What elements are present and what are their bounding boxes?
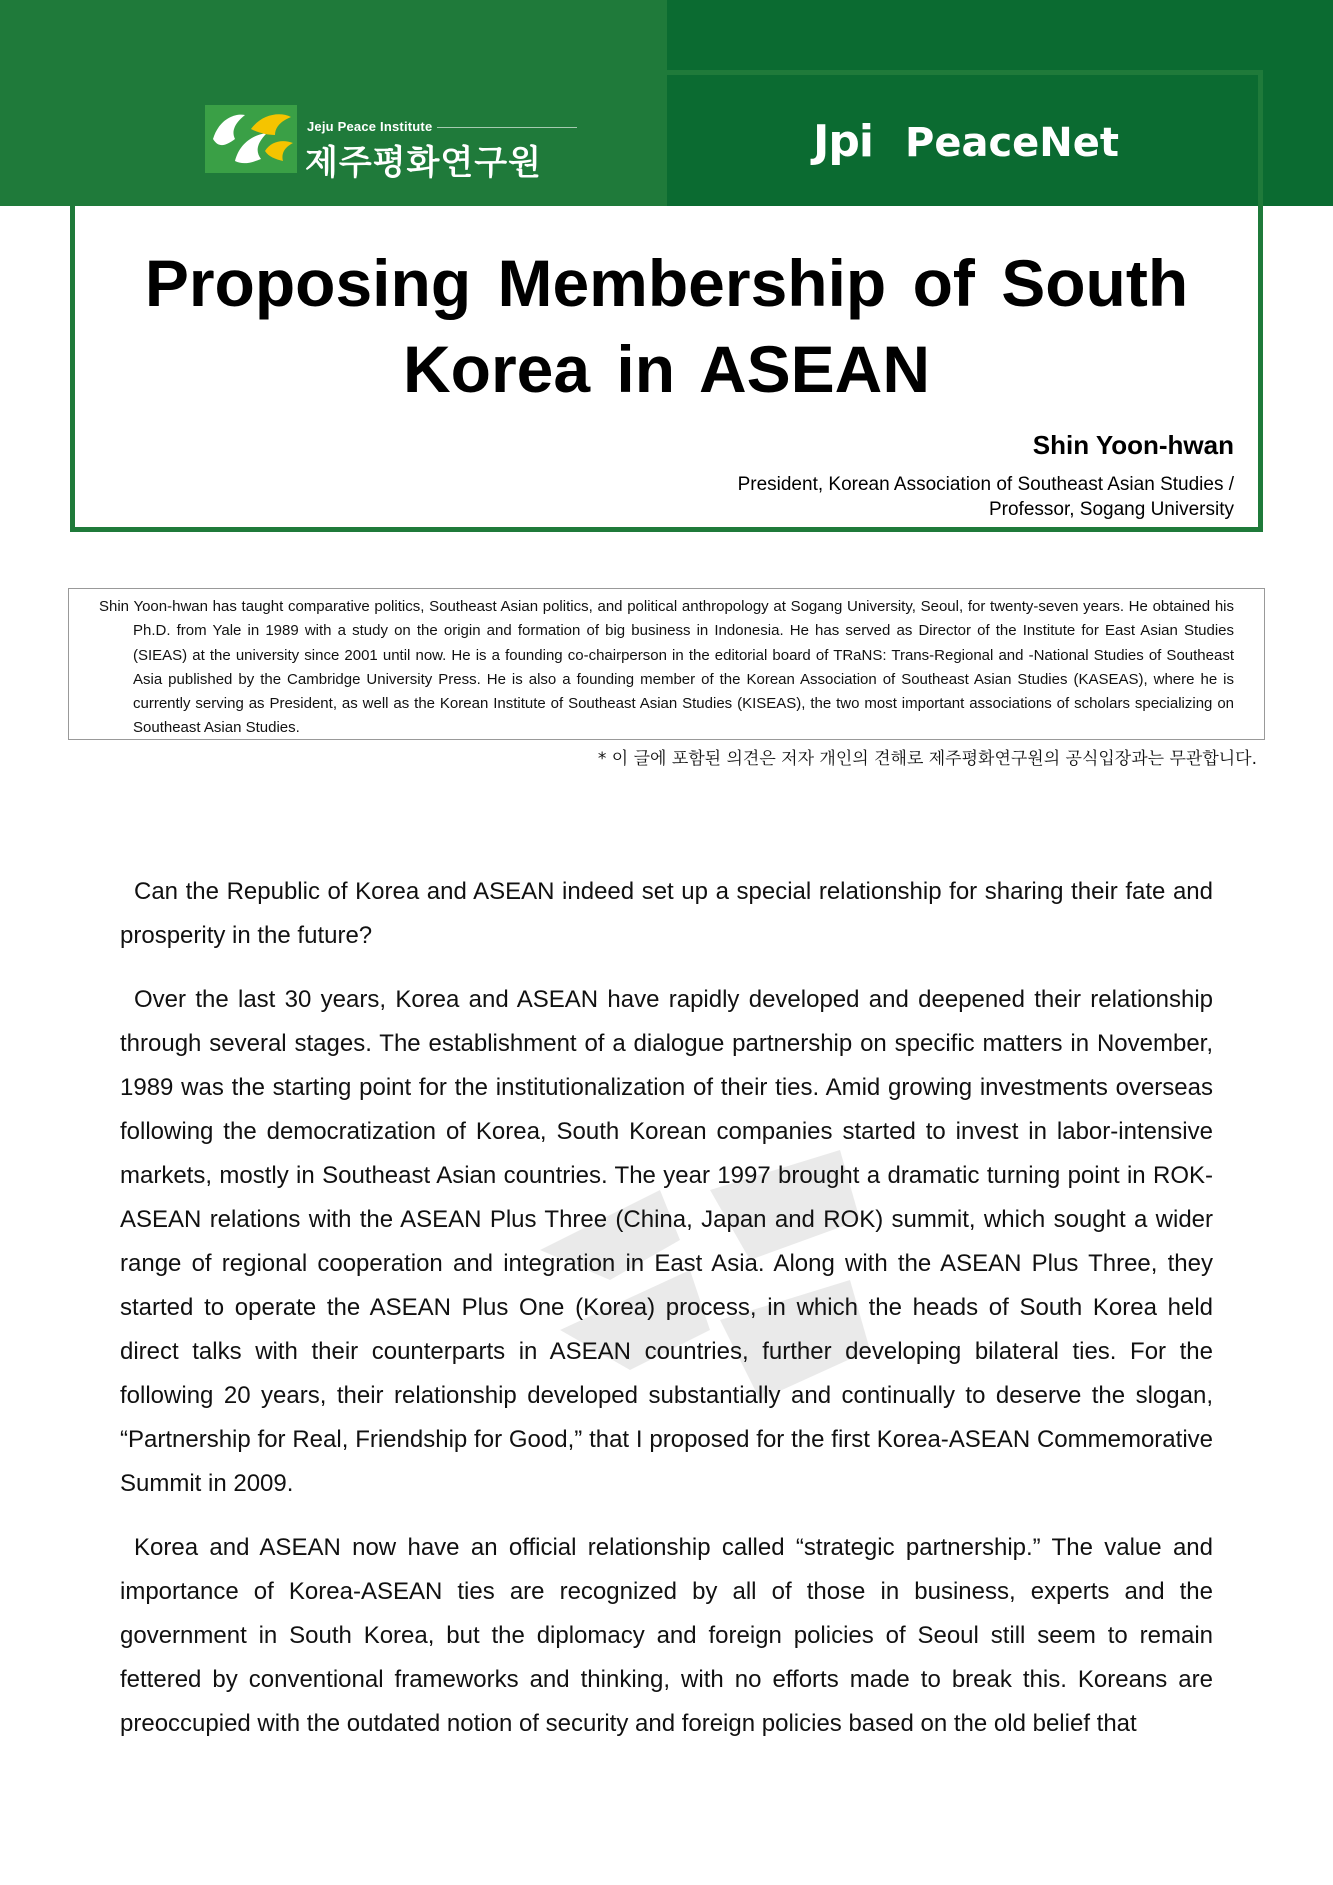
article-body — [120, 870, 1213, 1766]
institute-english-name: Jeju Peace Institute — [307, 119, 433, 134]
peacenet-wordmark: PeaceNet — [905, 120, 1120, 166]
affiliation-line-1: President, Korean Association of Southeast Asian Studies / — [737, 474, 1234, 495]
disclaimer: * 이 글에 포함된 의견은 저자 개인의 견해로 제주평화연구원의 공식입장과는 무관합니다. — [597, 749, 1257, 769]
logo-divider — [437, 127, 577, 128]
author-name: Shin Yoon-hwan — [1032, 430, 1234, 460]
paragraph-1: Can the Republic of Korea and ASEAN indeed set up a special relationship for sharing their fate and prosperity in the future? — [120, 878, 1213, 949]
jpi-wordmark: Jpi — [813, 116, 873, 167]
peacenet-logo — [813, 116, 1123, 172]
article-title: Proposing Membership of South Korea in ASEAN — [144, 246, 1189, 406]
author-affiliation — [534, 472, 1234, 522]
author-bio-box — [68, 588, 1265, 740]
jeju-peace-institute-logo — [205, 105, 585, 183]
paragraph-2: Over the last 30 years, Korea and ASEAN have rapidly developed and deepened their relationship through several stages. The establishment of a dialogue partnership on specific matters in November, 1989 was the starting point for the institutionalization of their ties. Amid growing investments overseas following the democratization of Korea, South Korean companies started to invest in labor-intensive markets, mostly in Southeast Asian countries. The year 1997 brought a dramatic turning point in ROK-ASEAN relations with the ASEAN Plus Three (China, Japan and ROK) summit, which sought a wider range of regional cooperation and integration in East Asia. Along with the ASEAN Plus Three, they started to operate the ASEAN Plus One (Korea) process, in which the heads of South Korea held direct talks with their counterparts in ASEAN countries, further developing bilateral ties. For the following 20 years, their relationship developed substantially and continually to deserve the slogan, “Partnership for Real, Friendship for Good,” that I proposed for the first Korea-ASEAN Commemorative Summit in 2009. — [120, 986, 1213, 1497]
dove-logo-icon — [205, 105, 297, 173]
affiliation-line-2: Professor, Sogang University — [988, 499, 1234, 520]
author-bio: Shin Yoon-hwan has taught comparative politics, Southeast Asian politics, and political anthropology at Sogang University, Seoul, for twenty-seven years. He obtained his Ph.D. from Yale in 1989 with a study on the origin and formation of big business in Indonesia. He has served as Director of the Institute for East Asian Studies (SIEAS) at the university since 2001 until now. He is a founding co-chairperson in the editorial board of TRaNS: Trans-Regional and -National Studies of Southeast Asia published by the Cambridge University Press. He is also a founding member of the Korean Association of Southeast Asian Studies (KASEAS), where he is currently serving as President, as well as the Korean Institute of Southeast Asian Studies (KISEAS), the two most important associations of scholars specializing on Southeast Asian Studies. — [99, 598, 1234, 737]
paragraph-3: Korea and ASEAN now have an official relationship called “strategic partnership.” The value and importance of Korea-ASEAN ties are recognized by all of those in business, experts and the government in South Korea, but the diplomacy and foreign policies of Seoul still seem to remain fettered by conventional frameworks and thinking, with no efforts made to break this. Koreans are preoccupied with the outdated notion of security and foreign policies based on the old belief that — [120, 1534, 1213, 1737]
institute-korean-name: 제주평화연구원 — [305, 143, 542, 183]
